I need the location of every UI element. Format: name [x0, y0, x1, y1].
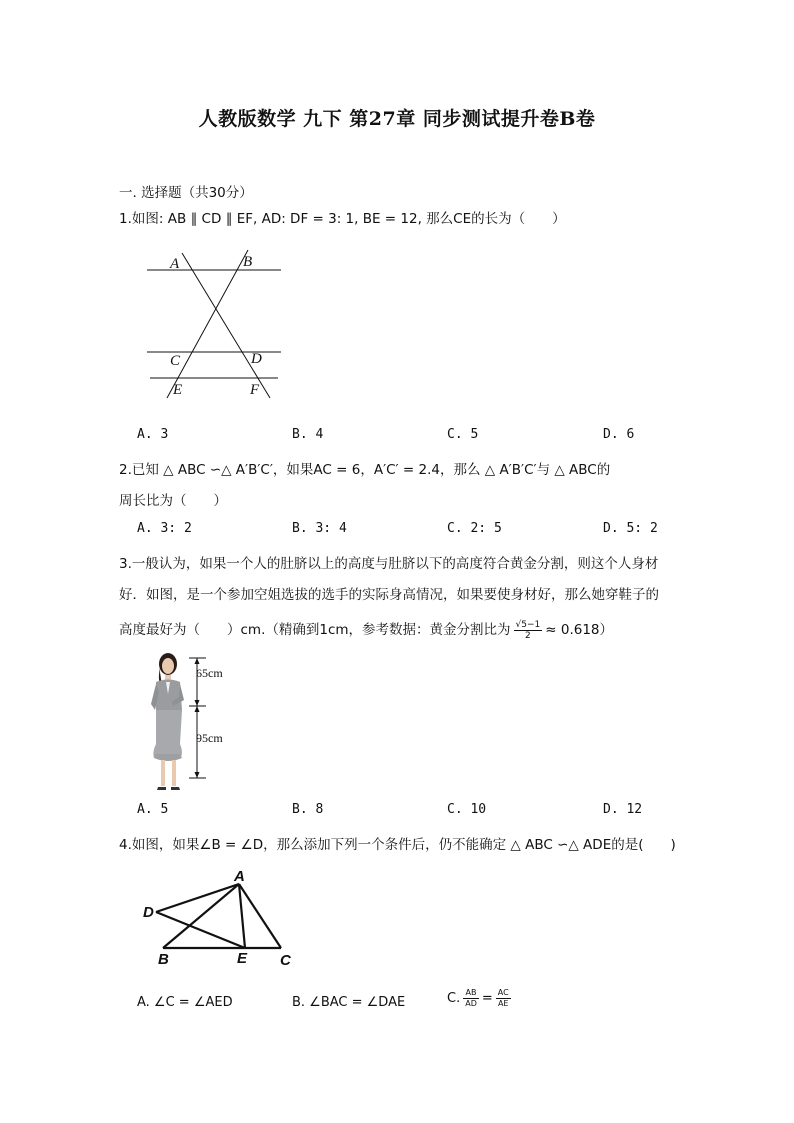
q1-label-c: C	[170, 353, 181, 369]
q1-label-e: E	[173, 382, 183, 398]
q4-left-numerator: AB	[463, 988, 479, 999]
q3-option-a[interactable]: A. 5	[137, 802, 169, 817]
q4-right-numerator: AC	[497, 988, 509, 997]
section-heading: 一. 选择题（共30分）	[119, 185, 253, 201]
q4-label-d: D	[143, 904, 154, 921]
q3-stem-line2: 好．如图，是一个参加空姐选拔的选手的实际身高情况，如果要使身材好，那么她穿鞋子的	[119, 587, 659, 603]
q3-stem-line3	[119, 618, 613, 641]
upper-height-label: 65cm	[196, 666, 223, 680]
q4-label-a: A	[234, 868, 245, 885]
q4-stem: 4.如图，如果∠B = ∠D，那么添加下列一个条件后，仍不能确定 △ ABC ∽△ ADE的是( )	[119, 837, 676, 853]
q2-option-b[interactable]: B. 3: 4	[292, 521, 347, 536]
q1-parallel-lines-figure	[140, 245, 290, 405]
q3-stem-line3-prefix: 高度最好为（ ）cm.（精确到1cm，参考数据：黄金分割比为	[119, 622, 511, 638]
q4-triangle-figure	[140, 866, 300, 970]
q3-woman-height-figure	[140, 648, 250, 798]
page-title: 人教版数学 九下 第27章 同步测试提升卷B卷	[198, 108, 596, 130]
lower-height-label: 95cm	[196, 731, 223, 745]
q4-left-denominator: AD	[465, 999, 477, 1008]
q4-option-a[interactable]: A. ∠C = ∠AED	[137, 995, 233, 1010]
q2-stem-line2: 周长比为（ ）	[119, 493, 227, 509]
q1-label-a: A	[170, 256, 180, 272]
q4-option-c[interactable]	[447, 988, 514, 1009]
golden-ratio-denominator: 2	[525, 630, 531, 641]
q1-option-d[interactable]: D. 6	[603, 427, 635, 442]
q3-option-d[interactable]: D. 12	[603, 802, 643, 817]
q2-stem-line1: 2.已知 △ ABC ∽△ A′B′C′，如果AC = 6，A′C′ = 2.4，那么 △ A′B′C′与 △ ABC的	[119, 462, 611, 478]
q3-option-b[interactable]: B. 8	[292, 802, 324, 817]
q4-option-c-equals: =	[481, 991, 493, 1006]
q4-option-b[interactable]: B. ∠BAC = ∠DAE	[292, 995, 406, 1010]
q3-option-c[interactable]: C. 10	[447, 802, 487, 817]
q4-label-b: B	[158, 951, 169, 968]
q1-option-c[interactable]: C. 5	[447, 427, 479, 442]
q2-option-a[interactable]: A. 3: 2	[137, 521, 192, 536]
q3-stem-line3-suffix: ≈ 0.618）	[545, 622, 614, 638]
q4-label-c: C	[280, 952, 291, 969]
q4-option-c-prefix: C.	[447, 991, 461, 1006]
q3-stem-line1: 3.一般认为，如果一个人的肚脐以上的高度与肚脐以下的高度符合黄金分割，则这个人身材	[119, 556, 659, 572]
q4-label-e: E	[237, 950, 248, 967]
q4-right-denominator: AE	[497, 999, 509, 1008]
q1-stem: 1.如图: AB ∥ CD ∥ EF, AD: DF = 3: 1, BE = 12, 那么CE的长为（ ）	[119, 211, 566, 227]
q1-option-a[interactable]: A. 3	[137, 427, 169, 442]
q2-option-d[interactable]: D. 5: 2	[603, 521, 658, 536]
q4-option-c-left-fraction	[463, 988, 479, 1009]
q2-option-c[interactable]: C. 2: 5	[447, 521, 502, 536]
q1-label-b: B	[243, 254, 253, 270]
golden-ratio-numerator: √5−1	[515, 619, 541, 630]
q1-option-b[interactable]: B. 4	[292, 427, 324, 442]
q1-label-f: F	[250, 382, 260, 398]
q4-option-c-right-fraction	[496, 988, 511, 1009]
q1-label-d: D	[251, 351, 262, 367]
golden-ratio-fraction	[514, 620, 543, 641]
